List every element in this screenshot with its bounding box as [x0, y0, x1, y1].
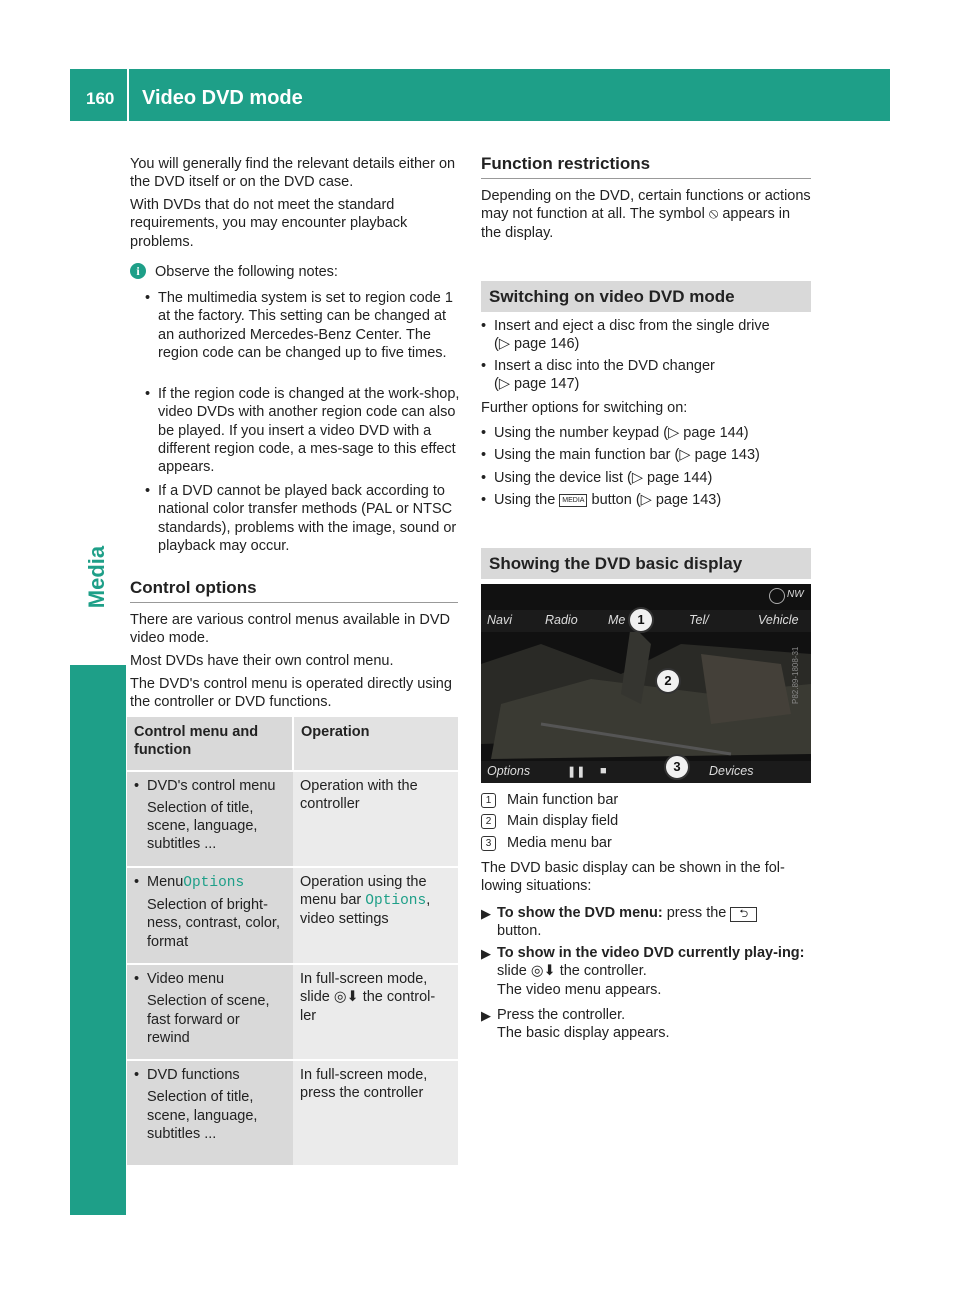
control-paragraph-3: The DVD's control menu is operated directly using the controller or DVD functions.	[130, 676, 452, 711]
table-cell: In full-screen mode, slide ◎⬇ the control-ler	[293, 964, 458, 1060]
table-header-cell: Control menu and function	[127, 717, 293, 771]
figure-code: P82.89-1808-31	[791, 646, 800, 704]
step-arrow-icon: ▶	[481, 906, 491, 921]
table-row	[127, 867, 458, 964]
control-table	[127, 717, 458, 1165]
bullet-icon: •	[481, 492, 487, 508]
step-show-menu: To show the DVD menu: press the ⮌ button.	[497, 904, 811, 941]
menu-item-media: Me	[608, 613, 626, 627]
showing-display-heading: Showing the DVD basic display	[489, 554, 743, 573]
table-cell: • Video menu Selection of scene, fast forward or rewind	[127, 964, 293, 1060]
page-ref-arrow-icon: ▷	[668, 425, 680, 441]
control-paragraph-2: Most DVDs have their own control menu.	[130, 653, 394, 669]
bullet-icon: •	[145, 483, 151, 499]
compass-icon	[769, 588, 785, 604]
note-intro: Observe the following notes:	[155, 264, 338, 280]
bullet-icon: •	[481, 447, 487, 463]
not-available-icon: ⦸	[708, 206, 719, 223]
stop-icon: ■	[600, 765, 607, 777]
section-heading-box	[481, 548, 811, 579]
controller-slide-icon: ◎⬇	[530, 963, 556, 980]
back-button-icon: ⮌	[730, 907, 757, 922]
basic-display-paragraph: The DVD basic display can be shown in the fol-lowing situations:	[481, 860, 785, 895]
table-row	[127, 1060, 458, 1165]
switching-on-heading: Switching on video DVD mode	[489, 287, 735, 306]
page-ref-arrow-icon: ▷	[679, 447, 691, 463]
legend-number-icon: 3	[481, 836, 496, 851]
restrictions-paragraph: Depending on the DVD, certain functions or actions may not function at all. The symbol ⦸ appears in the display.	[481, 188, 811, 241]
step-arrow-icon: ▶	[481, 1008, 491, 1023]
intro-paragraph: You will generally find the relevant details either on the DVD itself or on the DVD case.	[130, 156, 456, 191]
menu-item-tel: Tel/	[689, 613, 709, 627]
info-icon: i	[130, 263, 146, 279]
table-header-cell: Operation	[293, 717, 458, 771]
callout-2: 2	[655, 668, 681, 694]
callout-3: 3	[664, 754, 690, 780]
table-cell: • MenuOptions Selection of bright-ness, contrast, color, format	[127, 867, 293, 964]
bullet-icon: •	[145, 290, 151, 306]
table-row	[127, 964, 458, 1060]
media-key-icon: MEDIA	[559, 494, 587, 507]
menu-item-devices: Devices	[709, 764, 754, 778]
control-options-heading: Control options	[130, 578, 257, 597]
heading-rule	[130, 602, 458, 603]
section-heading-box	[481, 281, 811, 312]
function-restrictions-heading: Function restrictions	[481, 154, 651, 173]
bullet-icon: •	[481, 318, 487, 334]
legend-item: Media menu bar	[507, 835, 612, 851]
bullet-icon: •	[481, 425, 487, 441]
heading-rule	[481, 178, 811, 179]
table-cell: Operation with the controller	[293, 771, 458, 867]
bullet-icon: •	[145, 386, 151, 402]
page-ref-arrow-icon: ▷	[498, 336, 510, 353]
pause-icon: ❚❚	[567, 766, 586, 778]
page-ref-arrow-icon: ▷	[631, 470, 643, 486]
dvd-display-screenshot	[481, 584, 811, 783]
sidebar-label: Media	[84, 545, 109, 609]
legend-item: Main function bar	[507, 792, 619, 808]
media-menu-bar	[481, 761, 811, 783]
step-press-controller: Press the controller. The basic display appears.	[497, 1007, 670, 1042]
callout-1: 1	[628, 607, 654, 633]
control-paragraph-1: There are various control menus available in DVD video mode.	[130, 612, 450, 647]
menu-item-radio: Radio	[545, 613, 578, 627]
table-row	[127, 771, 458, 867]
playback-paragraph: With DVDs that do not meet the standard requirements, you may encounter playback problems.	[130, 197, 408, 250]
legend-number-icon: 2	[481, 814, 496, 829]
bullet-icon: •	[481, 358, 487, 374]
legend-item: Main display field	[507, 813, 619, 829]
step-show-video: To show in the video DVD currently play-ing: slide ◎⬇ the controller. The video menu appears.	[497, 945, 805, 998]
bullet-icon: •	[481, 470, 487, 486]
table-header-row	[127, 717, 458, 771]
table-cell: • DVD's control menu Selection of title, scene, language, subtitles ...	[127, 771, 293, 867]
legend-number-icon: 1	[481, 793, 496, 808]
page-ref-arrow-icon: ▷	[498, 376, 510, 393]
section-sidebar	[70, 121, 126, 1215]
page-number: 160	[86, 89, 115, 108]
further-options-text: Further options for switching on:	[481, 400, 688, 416]
page-ref-arrow-icon: ▷	[640, 492, 652, 508]
table-cell: Operation using the menu bar Options, video settings	[293, 867, 458, 964]
menu-item-options: Options	[487, 764, 531, 778]
table-cell: In full-screen mode, press the controller	[293, 1060, 458, 1165]
menu-item-vehicle: Vehicle	[758, 613, 799, 627]
page-header	[70, 69, 890, 121]
page-title: Video DVD mode	[142, 87, 303, 109]
controller-slide-icon: ◎⬇	[333, 989, 359, 1006]
header-divider	[127, 69, 129, 121]
compass-label: NW	[787, 589, 804, 600]
table-cell: • DVD functions Selection of title, scene, language, subtitles ...	[127, 1060, 293, 1165]
menu-item-navi: Navi	[487, 613, 513, 627]
sidebar-tab	[70, 665, 126, 1215]
step-arrow-icon: ▶	[481, 946, 491, 961]
